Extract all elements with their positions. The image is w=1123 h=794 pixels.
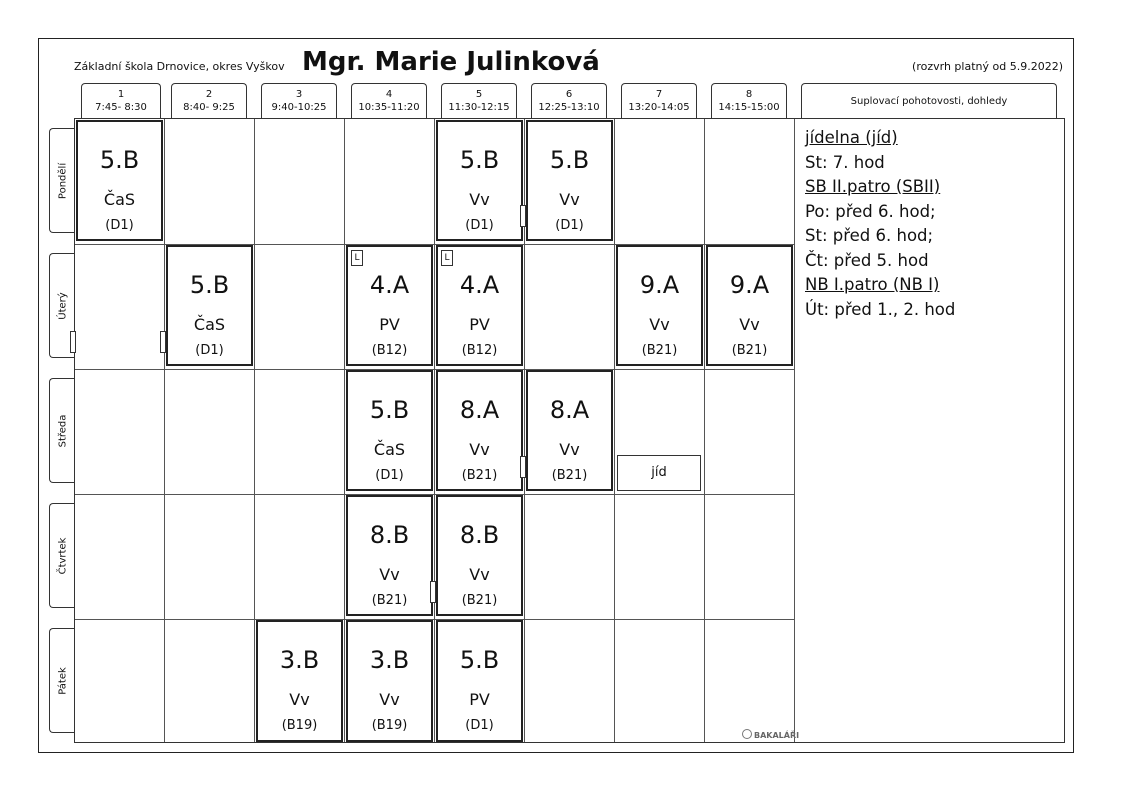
period-header-1: 1 7:45- 8:30 — [81, 83, 161, 118]
day-label-tuesday: Úterý — [49, 253, 75, 358]
period-header-6: 6 12:25-13:10 — [531, 83, 607, 118]
period-header-7: 7 13:20-14:05 — [621, 83, 697, 118]
duty-time: Po: před 6. hod; — [805, 201, 936, 221]
supervision-marker — [70, 331, 76, 353]
day-label-friday: Pátek — [49, 628, 75, 733]
period-header-8: 8 14:15-15:00 — [711, 83, 787, 118]
lesson-thu-p5[interactable]: 8.B Vv (B21) — [436, 495, 523, 616]
lesson-wed-p6[interactable]: 8.A Vv (B21) — [526, 370, 613, 491]
period-header-4: 4 10:35-11:20 — [351, 83, 427, 118]
supervision-marker — [520, 456, 526, 478]
duty-place-nb1: NB I.patro (NB I) — [805, 275, 940, 294]
duty-time: Út: před 1., 2. hod — [805, 299, 956, 319]
supervision-marker — [160, 331, 166, 353]
lesson-fri-p3[interactable]: 3.B Vv (B19) — [256, 620, 343, 742]
lesson-fri-p5[interactable]: 5.B PV (D1) — [436, 620, 523, 742]
validity-note: (rozvrh platný od 5.9.2022) — [912, 60, 1063, 73]
bakalari-logo: BAKALÁŘI — [742, 729, 799, 740]
lesson-flag: L — [441, 250, 453, 266]
lesson-mon-p1[interactable]: 5.B ČaS (D1) — [76, 120, 163, 241]
lesson-tue-p4[interactable]: L 4.A PV (B12) — [346, 245, 433, 366]
lesson-fri-p4[interactable]: 3.B Vv (B19) — [346, 620, 433, 742]
logo-icon — [742, 729, 752, 739]
duty-time: St: před 6. hod; — [805, 226, 934, 245]
period-header-2: 2 8:40- 9:25 — [171, 83, 247, 118]
supervision-header: Suplovací pohotovosti, dohledy — [801, 83, 1057, 118]
day-label-wednesday: Středa — [49, 378, 75, 483]
lesson-flag: L — [351, 250, 363, 266]
lesson-tue-p5[interactable]: L 4.A PV (B12) — [436, 245, 523, 366]
day-label-monday: Pondělí — [49, 128, 75, 233]
period-header-3: 3 9:40-10:25 — [261, 83, 337, 118]
duty-cell-wed-p7[interactable]: jíd — [617, 455, 701, 491]
supervision-list — [805, 126, 955, 322]
duty-time: Čt: před 5. hod — [805, 250, 929, 270]
day-label-thursday: Čtvrtek — [49, 503, 75, 608]
lesson-tue-p8[interactable]: 9.A Vv (B21) — [706, 245, 793, 366]
period-header-5: 5 11:30-12:15 — [441, 83, 517, 118]
duty-time: St: 7. hod — [805, 152, 885, 172]
school-name: Základní škola Drnovice, okres Vyškov — [74, 60, 285, 73]
lesson-tue-p2[interactable]: 5.B ČaS (D1) — [166, 245, 253, 366]
lesson-tue-p7[interactable]: 9.A Vv (B21) — [616, 245, 703, 366]
lesson-thu-p4[interactable]: 8.B Vv (B21) — [346, 495, 433, 616]
lesson-wed-p5[interactable]: 8.A Vv (B21) — [436, 370, 523, 491]
duty-place-sb2: SB II.patro (SBII) — [805, 177, 941, 196]
supervision-marker — [430, 581, 436, 603]
duty-place-canteen: jídelna (jíd) — [805, 128, 898, 147]
supervision-marker — [520, 205, 526, 227]
teacher-name: Mgr. Marie Julinková — [302, 47, 600, 77]
lesson-wed-p4[interactable]: 5.B ČaS (D1) — [346, 370, 433, 491]
lesson-mon-p6[interactable]: 5.B Vv (D1) — [526, 120, 613, 241]
lesson-mon-p5[interactable]: 5.B Vv (D1) — [436, 120, 523, 241]
